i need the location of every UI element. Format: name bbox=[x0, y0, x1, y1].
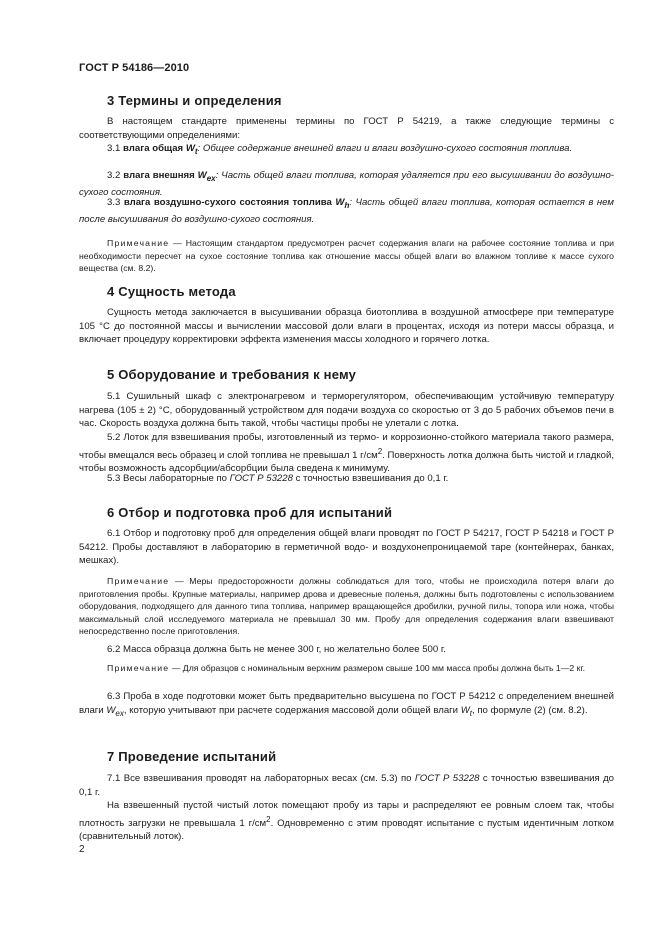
term-number: 3.3 bbox=[107, 197, 124, 208]
clause-text: с точностью взвешивания до 0,1 г. bbox=[292, 473, 449, 484]
clause-text: 6.3 Проба в ходе подготовки может быть предварительно высушена по ГОСТ Р 54212 с определением внешней влаги bbox=[79, 691, 614, 716]
clause-6-1: 6.1 Отбор и подготовку проб для определения общей влаги проводят по ГОСТ Р 54217, ГОСТ Р 54218 и ГОСТ Р 54212. Пробы доставляют в лабораторию в герметичной водо- и воздухонепроницаемой таре (контейнерах, банках, мешках). bbox=[79, 528, 614, 567]
clause-6-3 bbox=[79, 690, 614, 720]
section-6-note-1 bbox=[79, 575, 614, 638]
term-symbol: W bbox=[335, 197, 345, 208]
note-label: Примечание bbox=[107, 576, 170, 586]
symbol-subscript: ex bbox=[115, 708, 124, 718]
section-5-title: 5 Оборудование и требования к нему bbox=[107, 367, 357, 382]
term-symbol: W bbox=[185, 143, 195, 154]
note-label: Примечание bbox=[107, 663, 170, 673]
term-3-2 bbox=[79, 169, 614, 199]
note-text: — Для образцов с номинальным верхним размером свыше 100 мм масса пробы должна быть 1—2 кг. bbox=[169, 663, 585, 673]
section-4-title: 4 Сущность метода bbox=[107, 284, 236, 299]
term-number: 3.2 bbox=[107, 170, 124, 181]
term-definition: : Общее содержание внешней влаги и влаги воздушно-сухого состояния топлива. bbox=[197, 143, 573, 154]
clause-text: . Одновременно с этим проводят испытание с пустым идентичным лотком (сравнительный лоток). bbox=[79, 817, 614, 843]
term-symbol: W bbox=[197, 170, 207, 181]
term-name: влага внешняя bbox=[123, 170, 198, 181]
term-3-3 bbox=[79, 196, 614, 226]
note-label: Примечание bbox=[107, 238, 170, 248]
term-number: 3.1 bbox=[107, 143, 124, 154]
section-3-intro: В настоящем стандарте применены термины по ГОСТ Р 54219, а также следующие термины с соответствующими определениями: bbox=[79, 116, 614, 141]
clause-6-2: 6.2 Масса образца должна быть не менее 300 г, но желательно более 500 г. bbox=[107, 644, 446, 655]
clause-text: 5.2 Лоток для взвешивания пробы, изготовленный из термо- и коррозионно-стойкого материала такого размера, чтобы вмещался весь образец и слой топлива не превышал 1 г/см bbox=[79, 432, 614, 461]
superscript: 2 bbox=[266, 814, 271, 824]
standard-reference: ГОСТ Р 53228 bbox=[229, 473, 293, 484]
clause-text: , которую учитывают при расчете содержания массовой доли общей влаги bbox=[123, 704, 461, 716]
term-definition: : Часть общей влаги топлива, которая остается в нем после высушивания до воздушно-сухого состояния. bbox=[79, 197, 614, 225]
term-symbol-subscript: t bbox=[194, 146, 198, 156]
note-text: — Меры предосторожности должны соблюдаться для того, чтобы не происходила потеря влаги до приготовления пробы. Крупные материалы, например дрова и древесные поленья, должны быть подготовлены с использованием оборудования, подходящего для данного типа топлива, например вращающейся дробилки, ручной пилы, топора или ножа, чтобы максимальный слой исследуемого материала не превышал 30 мм. Пробу для определения содержания влаги взвешивают непосредственно после приготовления. bbox=[79, 576, 614, 636]
clause-text: , по формуле (2) (см. 8.2). bbox=[472, 704, 588, 716]
term-definition: : Часть общей влаги топлива, которая удаляется при его высушивании до воздушно-сухого состояния. bbox=[79, 170, 614, 198]
section-7-title: 7 Проведение испытаний bbox=[107, 749, 277, 764]
section-6-note-2 bbox=[79, 662, 614, 675]
term-name: влага воздушно-сухого состояния топлива bbox=[123, 197, 336, 208]
document-header: ГОСТ Р 54186—2010 bbox=[79, 62, 190, 74]
page-number: 2 bbox=[79, 844, 85, 855]
clause-5-2 bbox=[79, 431, 614, 476]
standard-reference: ГОСТ Р 53228 bbox=[414, 773, 480, 784]
section-3-title: 3 Термины и определения bbox=[107, 93, 282, 108]
section-6-title: 6 Отбор и подготовка проб для испытаний bbox=[107, 505, 393, 520]
section-4-text: Сущность метода заключается в высушивании образца биотоплива в воздушной атмосфере при температуре 105 °С до постоянной массы и вычислении массовой доли влаги в процентах, исходя из потери массы образца, и включает процедуру корректировки эффекта изменения массы холодного и горячего лотка. bbox=[79, 307, 614, 346]
symbol-subscript: t bbox=[469, 708, 472, 718]
clause-text: с точностью взвешивания до 0,1 г. bbox=[79, 773, 615, 798]
clause-text: 7.1 Все взвешивания проводят на лабораторных весах (см. 5.3) по bbox=[107, 773, 415, 784]
clause-text: На взвешенный пустой чистый лоток помещают пробу из тары и распределяют ее ровным слоем так, чтобы плотность загрузки не превышала 1 г/см bbox=[79, 800, 614, 829]
term-symbol-subscript: ex bbox=[206, 173, 216, 183]
term-3-1 bbox=[79, 142, 614, 159]
clause-7-1-continued bbox=[79, 799, 614, 844]
clause-7-1 bbox=[79, 772, 614, 799]
section-3-note bbox=[79, 237, 614, 275]
term-name: влага общая bbox=[123, 143, 186, 154]
clause-text: 5.3 Весы лабораторные по bbox=[107, 473, 230, 484]
clause-5-1: 5.1 Сушильный шкаф с электронагревом и терморегулятором, обеспечивающим устойчивую температуру нагрева (105 ± 2) °С, оборудованный устройством для подачи воздуха со скоростью от 3 до 5 рабочих объемов печи в час. Скорость воздуха должна быть такой, чтобы частицы пробы не улетали с лотка. bbox=[79, 391, 614, 430]
symbol: W bbox=[106, 704, 116, 716]
clause-text: . Поверхность лотка должна быть чистой и гладкой, чтобы возможность адсорбции/абсорбции была сведена к минимуму. bbox=[79, 449, 615, 475]
superscript: 2 bbox=[377, 446, 383, 456]
clause-5-3 bbox=[79, 472, 614, 486]
note-text: — Настоящим стандартом предусмотрен расчет содержания влаги на рабочее состояние топлива и при необходимости пересчет на сухое состояние топлива как отношение массы общей влаги во влажном топливе к массе сухого вещества (см. 8.2). bbox=[79, 238, 614, 273]
symbol: W bbox=[460, 704, 470, 716]
term-symbol-subscript: h bbox=[344, 200, 350, 210]
